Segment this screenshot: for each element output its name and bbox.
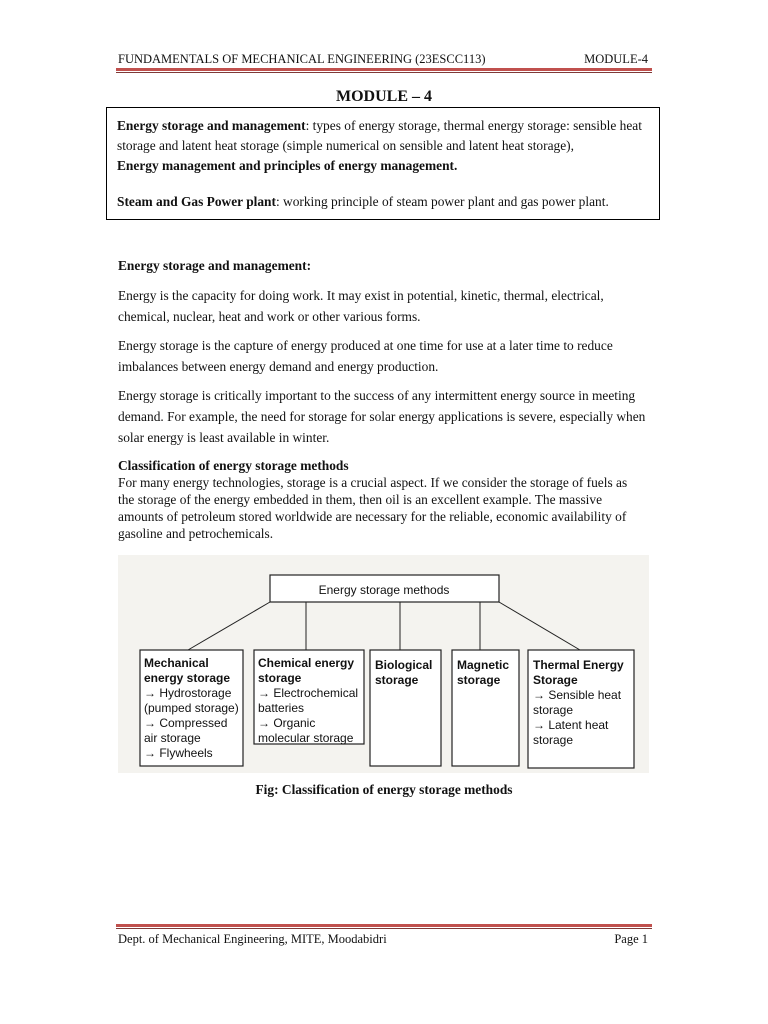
connector-thermal <box>499 602 580 650</box>
chem-title-1: Chemical energy <box>258 656 355 670</box>
footer-page-number: Page 1 <box>614 932 648 946</box>
page-title: MODULE – 4 <box>336 88 432 105</box>
syllabus-line-2 <box>117 156 649 176</box>
therm-line-4: storage <box>533 733 574 747</box>
mech-line-5: → Flywheels <box>144 746 213 760</box>
therm-line-2: storage <box>533 703 574 717</box>
syllabus-topic-3-detail: : working principle of steam power plant and gas power plant. <box>275 194 609 209</box>
chem-title-2: storage <box>258 671 302 685</box>
header-module: MODULE-4 <box>584 52 648 66</box>
bio-title-2: storage <box>375 673 419 687</box>
connector-mechanical <box>188 602 270 650</box>
paragraph-energy-storage-definition: Energy storage is the capture of energy produced at one time for use at a later time to reduce imbalances between energy demand and energy production. <box>118 338 613 374</box>
mech-line-1: → Hydrostorage <box>144 686 232 700</box>
figure-caption: Fig: Classification of energy storage methods <box>255 782 513 797</box>
mech-title-1: Mechanical <box>144 656 209 670</box>
therm-line-3: → Latent heat <box>533 718 609 732</box>
footer-department: Dept. of Mechanical Engineering, MITE, Moodabidri <box>118 932 387 946</box>
syllabus-topic-1: Energy storage and management <box>117 118 306 133</box>
syllabus-topic-2: Energy management and principles of energy management. <box>117 158 458 173</box>
syllabus-box <box>106 107 660 220</box>
header-rule-thin <box>116 72 652 73</box>
header-title: FUNDAMENTALS OF MECHANICAL ENGINEERING (23ESCC113) <box>118 52 486 66</box>
syllabus-line-3 <box>117 192 649 212</box>
mech-line-2: (pumped storage) <box>144 701 239 715</box>
section-heading-text: Energy storage and management: <box>118 258 312 273</box>
chem-line-1: → Electrochemical <box>258 686 359 700</box>
classification-heading: Classification of energy storage methods <box>118 458 349 473</box>
mech-line-4: air storage <box>144 731 201 745</box>
syllabus-topic-1-detail: : types of energy storage, thermal energy storage: sensible heat storage and latent heat storage (simple numerical on sensible and latent heat storage), <box>117 118 642 153</box>
section-heading-energy <box>118 255 646 276</box>
root-label: Energy storage methods <box>318 583 450 597</box>
footer-rule <box>116 924 652 927</box>
mag-title-2: storage <box>457 673 501 687</box>
therm-line-1: → Sensible heat <box>533 688 622 702</box>
paragraph-energy-storage-importance: Energy storage is critically important to the success of any intermittent energy source in meeting demand. For example, the need for storage for solar energy applications is severe, especially when solar energy is least available in winter. <box>118 388 646 445</box>
classification-paragraph: For many energy technologies, storage is a crucial aspect. If we consider the storage of fuels as the storage of the energy embedded in them, then oil is an excellent example. The massive amounts of petroleum stored worldwide are necessary for the reliable, economic availability of gasoline and petrochemicals. <box>118 475 628 541</box>
therm-title-2: Storage <box>533 673 578 687</box>
syllabus-line-1 <box>117 116 649 156</box>
header-rule <box>116 68 652 71</box>
mag-title-1: Magnetic <box>457 658 510 672</box>
mech-line-3: → Compressed <box>144 716 228 730</box>
footer-rule-thin <box>116 928 652 929</box>
diagram-svg <box>118 555 649 773</box>
therm-title-1: Thermal Energy <box>533 658 624 672</box>
mech-title-2: energy storage <box>144 671 231 685</box>
syllabus-topic-3: Steam and Gas Power plant <box>117 194 276 209</box>
chem-line-4: molecular storage <box>258 731 354 745</box>
bio-title-1: Biological <box>375 658 433 672</box>
energy-storage-diagram <box>118 555 649 773</box>
chem-line-3: → Organic <box>258 716 316 730</box>
paragraph-energy-definition: Energy is the capacity for doing work. It may exist in potential, kinetic, thermal, electrical, chemical, nuclear, heat and work or other various forms. <box>118 288 604 324</box>
chem-line-2: batteries <box>258 701 305 715</box>
section-classification <box>118 457 646 542</box>
